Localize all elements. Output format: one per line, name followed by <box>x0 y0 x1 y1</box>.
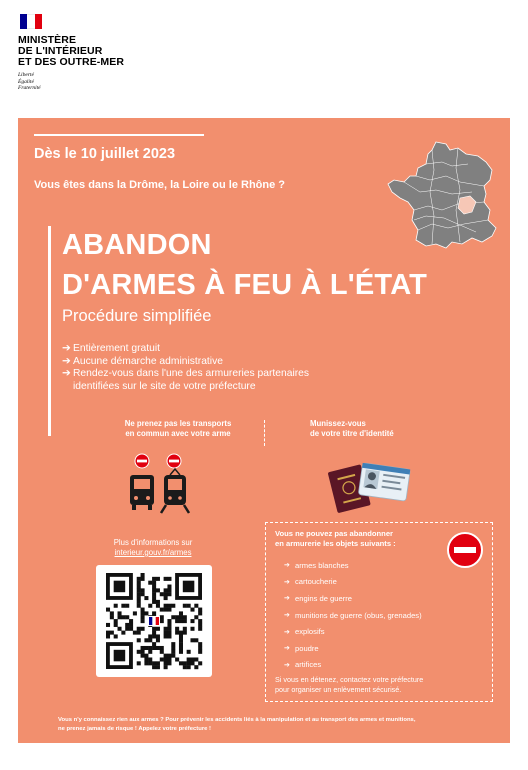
no-entry-icon <box>446 531 484 569</box>
qr-code[interactable] <box>96 565 212 677</box>
divider <box>34 134 204 136</box>
subtitle: Procédure simplifiée <box>62 307 212 325</box>
ministry-line: DE L'INTÉRIEUR <box>18 45 103 57</box>
arrow-right-icon: ➔ <box>62 355 71 367</box>
list-item <box>284 590 422 607</box>
heading-line: en armurerie les objets suivants : <box>275 539 396 548</box>
arrow-right-icon: ➔ <box>284 578 290 586</box>
list-item <box>284 657 422 674</box>
tram-icon <box>161 469 189 513</box>
arrow-right-icon: ➔ <box>62 343 71 354</box>
list-item <box>62 356 372 369</box>
benefits-list <box>62 343 372 393</box>
arrow-right-icon: ➔ <box>284 661 290 669</box>
list-item-text: Entièrement gratuit <box>73 343 160 354</box>
list-item-text: munitions de guerre (obus, grenades) <box>295 610 422 620</box>
transport-warning <box>108 419 248 439</box>
notice-line: ne prenez jamais de risque ! Appelez votre préfecture ! <box>58 725 211 732</box>
forbidden-items-box <box>265 522 493 702</box>
notice-line: Vous n'y connaissez rien aux armes ? Pour prévenir les accidents liés à la manipulation et au transport des armes et munitions, <box>58 717 416 723</box>
title-line: ABANDON <box>62 229 212 261</box>
ministry-line: MINISTÈRE <box>18 34 77 46</box>
safety-notice <box>58 716 498 733</box>
ministry-line: ET DES OUTRE-MER <box>18 56 125 68</box>
list-item <box>62 368 372 381</box>
marianne-flag-icon <box>20 14 42 29</box>
motto-line: Égalité <box>18 78 34 85</box>
motto-line: Liberté <box>18 72 34 78</box>
page-title <box>62 225 427 305</box>
list-item-text: Rendez-vous dans l'une des armureries partenaires <box>73 368 310 379</box>
more-info-label: Plus d'informations sur <box>113 538 193 547</box>
divider <box>264 420 265 446</box>
warning-line: Ne prenez pas les transports <box>124 419 232 428</box>
warning-line: Munissez-vous <box>310 419 366 428</box>
heading-line: Vous ne pouvez pas abandonner <box>275 529 394 538</box>
arrow-right-icon: ➔ <box>284 562 290 570</box>
transport-icons <box>126 453 192 515</box>
documents-icons <box>326 456 412 514</box>
title-accent-bar <box>48 226 51 436</box>
arrow-right-icon: ➔ <box>284 595 290 603</box>
forbidden-items-list <box>284 557 422 673</box>
list-item-text: engins de guerre <box>295 593 352 603</box>
list-item <box>284 607 422 624</box>
list-item <box>284 557 422 574</box>
warning-line: en commun avec votre arme <box>125 429 231 438</box>
list-item <box>62 381 372 394</box>
list-item <box>62 343 372 356</box>
footnote-line: pour organiser un enlèvement sécurisé. <box>275 685 402 694</box>
arrow-right-icon: ➔ <box>284 645 290 653</box>
arrow-right-icon: ➔ <box>284 628 290 636</box>
list-item-text: Aucune démarche administrative <box>73 355 223 367</box>
republic-motto <box>18 72 198 92</box>
arrow-right-icon: ➔ <box>284 612 290 620</box>
list-item <box>284 574 422 591</box>
region-question: Vous êtes dans la Drôme, la Loire ou le Rhône ? <box>34 179 286 191</box>
list-item-text: identifiées sur le site de votre préfecture <box>73 380 256 392</box>
list-item <box>284 623 422 640</box>
title-line: D'ARMES À FEU À L'ÉTAT <box>62 269 428 301</box>
no-entry-icon <box>135 454 181 468</box>
ministry-logo <box>18 14 198 92</box>
list-item-text: poudre <box>295 643 319 653</box>
footnote-line: Si vous en détenez, contactez votre préfecture <box>275 675 424 684</box>
start-date: Dès le 10 juillet 2023 <box>34 146 176 162</box>
motto-line: Fraternité <box>18 85 41 91</box>
list-item <box>284 640 422 657</box>
list-item-text: armes blanches <box>295 560 349 570</box>
id-warning <box>310 419 450 439</box>
arrow-right-icon: ➔ <box>62 368 71 379</box>
ministry-name <box>18 35 198 68</box>
list-item-text: cartoucherie <box>295 577 337 587</box>
bus-icon <box>130 475 154 510</box>
id-card-icon <box>358 463 410 501</box>
qr-code-icon <box>96 565 212 677</box>
poster <box>18 118 510 743</box>
warning-line: de votre titre d'identité <box>310 429 394 438</box>
list-item-text: artifices <box>295 660 322 670</box>
forbidden-footnote <box>275 675 423 695</box>
forbidden-heading <box>275 529 396 549</box>
list-item-text: explosifs <box>295 627 325 637</box>
more-info-link[interactable]: interieur.gouv.fr/armes <box>114 548 192 557</box>
more-info <box>78 538 228 558</box>
